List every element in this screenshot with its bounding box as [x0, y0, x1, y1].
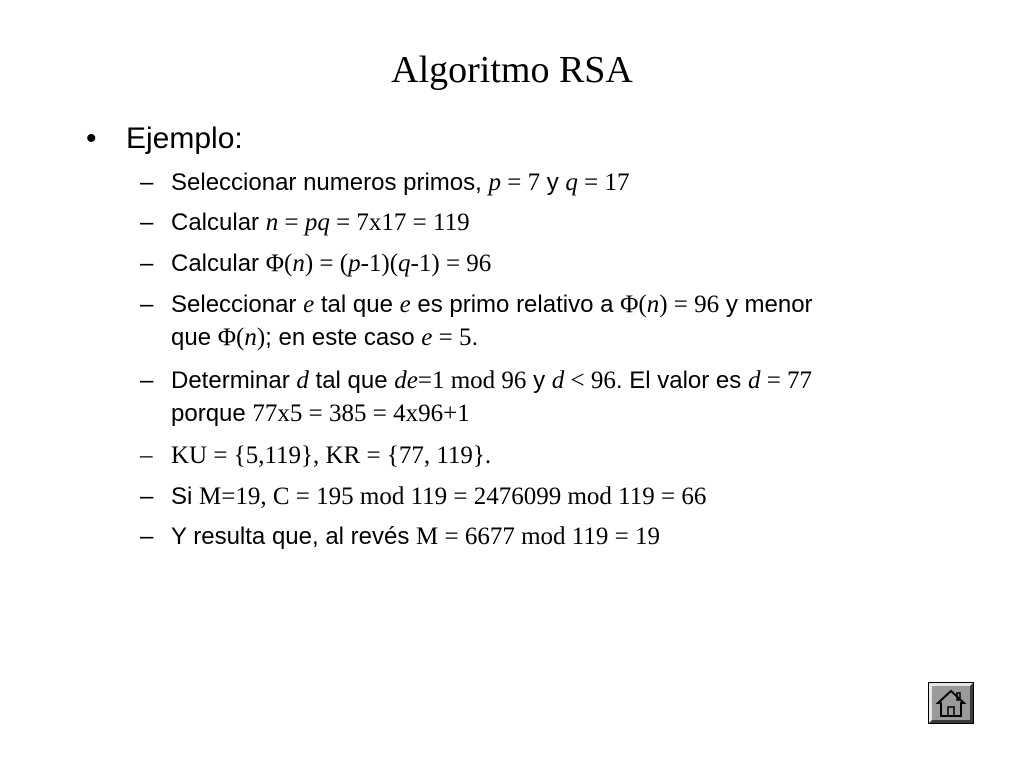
math-run: e [399, 291, 411, 318]
math-run: de [394, 367, 418, 394]
text-run: Calcular [171, 250, 266, 277]
text-run: Si [171, 483, 200, 510]
text-run: Seleccionar numeros primos, [171, 169, 489, 196]
text-run: tal que [314, 291, 400, 318]
subitem-text [171, 520, 940, 553]
math-run: = 77 [760, 367, 813, 394]
math-run: M=19, C = 195 mod 119 = 2476099 mod 119 = 66 [199, 483, 707, 510]
subitem-cifrado [140, 480, 940, 513]
math-run: KU = {5,119}, KR = {77, 119}. [171, 442, 492, 469]
math-run: d [296, 367, 309, 394]
home-button[interactable] [929, 683, 973, 723]
subitem-calcular-phi [140, 247, 940, 280]
math-run: =1 mod 96 [417, 367, 527, 394]
dash-marker: – [140, 523, 154, 550]
subitem-text [171, 288, 940, 354]
text-run: Y resulta que, al revés [171, 523, 417, 550]
text-run: y [540, 169, 566, 196]
text-run: que [171, 324, 218, 351]
dash-marker: – [140, 367, 154, 394]
dash-marker: – [140, 483, 154, 510]
subitem-determinar-d [140, 364, 940, 430]
dash-marker: – [140, 291, 154, 318]
math-run: e [303, 291, 315, 318]
math-run: d [551, 367, 565, 394]
text-run: es primo relativo a [410, 291, 621, 318]
text-run: . El valor es [615, 367, 748, 394]
math-run: = 7 [500, 169, 541, 196]
text-run: y menor [719, 291, 813, 318]
math-run: d [747, 367, 761, 394]
subitem-descifrado [140, 520, 940, 553]
subitem-calcular-n [140, 206, 940, 239]
slide-content [0, 118, 1024, 678]
math-run: ) = ( [304, 250, 349, 277]
dash-marker: – [140, 442, 153, 469]
math-run: p [488, 169, 501, 196]
math-run: q [398, 250, 411, 277]
math-run: Φ( [265, 250, 293, 277]
math-run: = [278, 209, 305, 236]
subitem-seleccionar-primos [140, 166, 940, 199]
text-run: y [526, 367, 552, 394]
text-run: tal que [308, 367, 395, 394]
math-run: -1)( [360, 250, 399, 277]
text-run: . [471, 324, 479, 351]
subitem-text [171, 247, 940, 280]
math-run: Φ( [217, 324, 245, 351]
math-run: M = 6677 mod 119 = 19 [416, 523, 660, 550]
text-run: Determinar [171, 367, 297, 394]
math-run: < 96 [564, 367, 616, 394]
subitem-claves [140, 439, 940, 472]
text-run: Calcular [171, 209, 266, 236]
bullet-dot: • [86, 122, 97, 155]
math-run: Φ( [620, 291, 647, 318]
subitem-text [171, 364, 940, 430]
math-run: ) [256, 324, 266, 351]
dash-marker: – [140, 209, 154, 236]
text-run: Seleccionar [171, 291, 304, 318]
dash-marker: – [140, 169, 154, 196]
math-run: n [244, 324, 257, 351]
math-run: n [265, 209, 279, 236]
subitem-text [171, 480, 940, 513]
math-run: p [348, 250, 361, 277]
math-run: 77x5 = 385 = 4x96+1 [252, 400, 470, 427]
math-run: = 5 [432, 324, 472, 351]
math-run: = 17 [577, 169, 630, 196]
text-run: ; en este caso [265, 324, 422, 351]
subitem-text [171, 206, 940, 239]
subitem-seleccionar-e [140, 288, 940, 354]
math-run: n [292, 250, 305, 277]
home-icon [935, 687, 967, 719]
text-run: porque [171, 400, 253, 427]
dash-marker: – [140, 250, 154, 277]
math-run: = 7x17 = 119 [329, 209, 470, 236]
bullet-ejemplo [86, 118, 243, 160]
math-run: e [421, 324, 433, 351]
slide-title: Algoritmo RSA [391, 49, 633, 91]
math-run: n [646, 291, 660, 318]
bullet-label: Ejemplo: [126, 122, 243, 155]
subitem-text [171, 166, 940, 199]
math-run: q [565, 169, 578, 196]
math-run: ) = 96 [659, 291, 720, 318]
math-run: -1) = 96 [410, 250, 492, 277]
math-run: pq [304, 209, 330, 236]
subitem-text [171, 439, 940, 472]
